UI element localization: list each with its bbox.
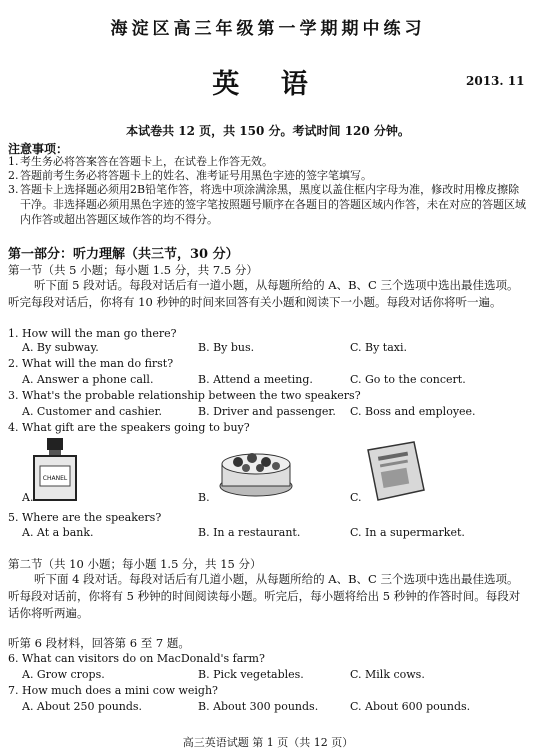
- exam-date: 2013. 11: [466, 74, 525, 88]
- option-b: B. Attend a meeting.: [198, 373, 313, 386]
- section2-title: 第二节（共 10 小题；每小题 1.5 分，共 15 分）: [8, 557, 262, 571]
- question-1: 1. How will the man go there?: [8, 327, 177, 340]
- note-text: 答题前考生务必将答题卡上的姓名、准考证号用黑色字迹的签字笔填写。: [20, 169, 372, 182]
- option-b: B. About 300 pounds.: [198, 700, 319, 713]
- perfume-bottle-image: [30, 436, 80, 502]
- option-c: C. About 600 pounds.: [350, 700, 471, 713]
- option-c: C. Go to the concert.: [350, 373, 466, 386]
- option-b: B.: [198, 491, 210, 504]
- subject-title: 英 语: [212, 69, 324, 100]
- option-b: B. In a restaurant.: [198, 526, 301, 539]
- note-number: 3.: [8, 183, 19, 196]
- section1-title: 第一节（共 5 小题；每小题 1.5 分，共 7.5 分）: [8, 263, 258, 277]
- question-7: 7. How much does a mini cow weigh?: [8, 684, 218, 697]
- note-text: 答题卡上选择题必须用2B铅笔作答，将选中项涂满涂黑，黑度以盖住框内字母为准，修改时用橡皮擦除干净。非选择题必须用黑色字迹的签字笔按照题号顺序在各题目的答题区域内作答，未在对应的答题区域内作答或超出答题区域作答的均不得分。: [20, 183, 526, 226]
- book-image: [364, 440, 428, 502]
- question-6: 6. What can visitors do on MacDonald's farm?: [8, 652, 265, 665]
- note-item: [8, 168, 528, 183]
- option-c: C.: [350, 491, 362, 504]
- note-number: 2.: [8, 169, 19, 182]
- note-item: [8, 154, 528, 169]
- option-c: C. By taxi.: [350, 341, 408, 354]
- perfume-label: CHANEL: [42, 475, 68, 482]
- notes-title: 注意事项：: [8, 142, 69, 156]
- option-a: A. About 250 pounds.: [22, 700, 143, 713]
- option-c: C. Milk cows.: [350, 668, 425, 681]
- note-item: [8, 182, 528, 227]
- cake-image: [216, 440, 296, 500]
- part1-title: 第一部分：听力理解（共三节，30 分）: [8, 247, 239, 262]
- option-a: A. Grow crops.: [22, 668, 105, 681]
- option-a: A.: [22, 491, 34, 504]
- option-a: A. By subway.: [22, 341, 99, 354]
- option-c: C. In a supermarket.: [350, 526, 465, 539]
- option-c: C. Boss and employee.: [350, 405, 476, 418]
- option-a: A. Customer and cashier.: [22, 405, 163, 418]
- option-b: B. By bus.: [198, 341, 255, 354]
- note-text: 考生务必将答案答在答题卡上，在试卷上作答无效。: [20, 155, 273, 168]
- page-footer: 高三英语试题 第 1 页（共 12 页）: [182, 736, 354, 749]
- question-5: 5. Where are the speakers?: [8, 511, 162, 524]
- question-4: 4. What gift are the speakers going to buy?: [8, 421, 250, 434]
- option-b: B. Driver and passenger.: [198, 405, 336, 418]
- option-a: A. At a bank.: [22, 526, 94, 539]
- exam-title: 海淀区高三年级第一学期期中练习: [110, 19, 426, 39]
- section2-instructions: 听下面 4 段对话。每段对话后有几道小题，从每题所给的 A、B、C 三个选项中选出最佳选项。听每段对话前，你将有 5 秒钟的时间阅读每小题。听完后，每小题将给出 5 秒钟的作答时间。每段对话你将听两遍。: [8, 572, 521, 620]
- section1-instructions: 听下面 5 段对话。每段对话后有一道小题，从每题所给的 A、B、C 三个选项中选出最佳选项。听完每段对话后，你将有 10 秒钟的时间来回答有关小题和阅读下一小题。每段对话你将听一遍。: [8, 278, 519, 309]
- option-a: A. Answer a phone call.: [22, 373, 154, 386]
- exam-info: 本试卷共 12 页，共 150 分。考试时间 120 分钟。: [126, 124, 410, 138]
- material-6-note: 听第 6 段材料，回答第 6 至 7 题。: [8, 636, 190, 650]
- note-number: 1.: [8, 155, 19, 168]
- option-b: B. Pick vegetables.: [198, 668, 304, 681]
- question-2: 2. What will the man do first?: [8, 357, 174, 370]
- question-3: 3. What's the probable relationship between the two speakers?: [8, 389, 361, 402]
